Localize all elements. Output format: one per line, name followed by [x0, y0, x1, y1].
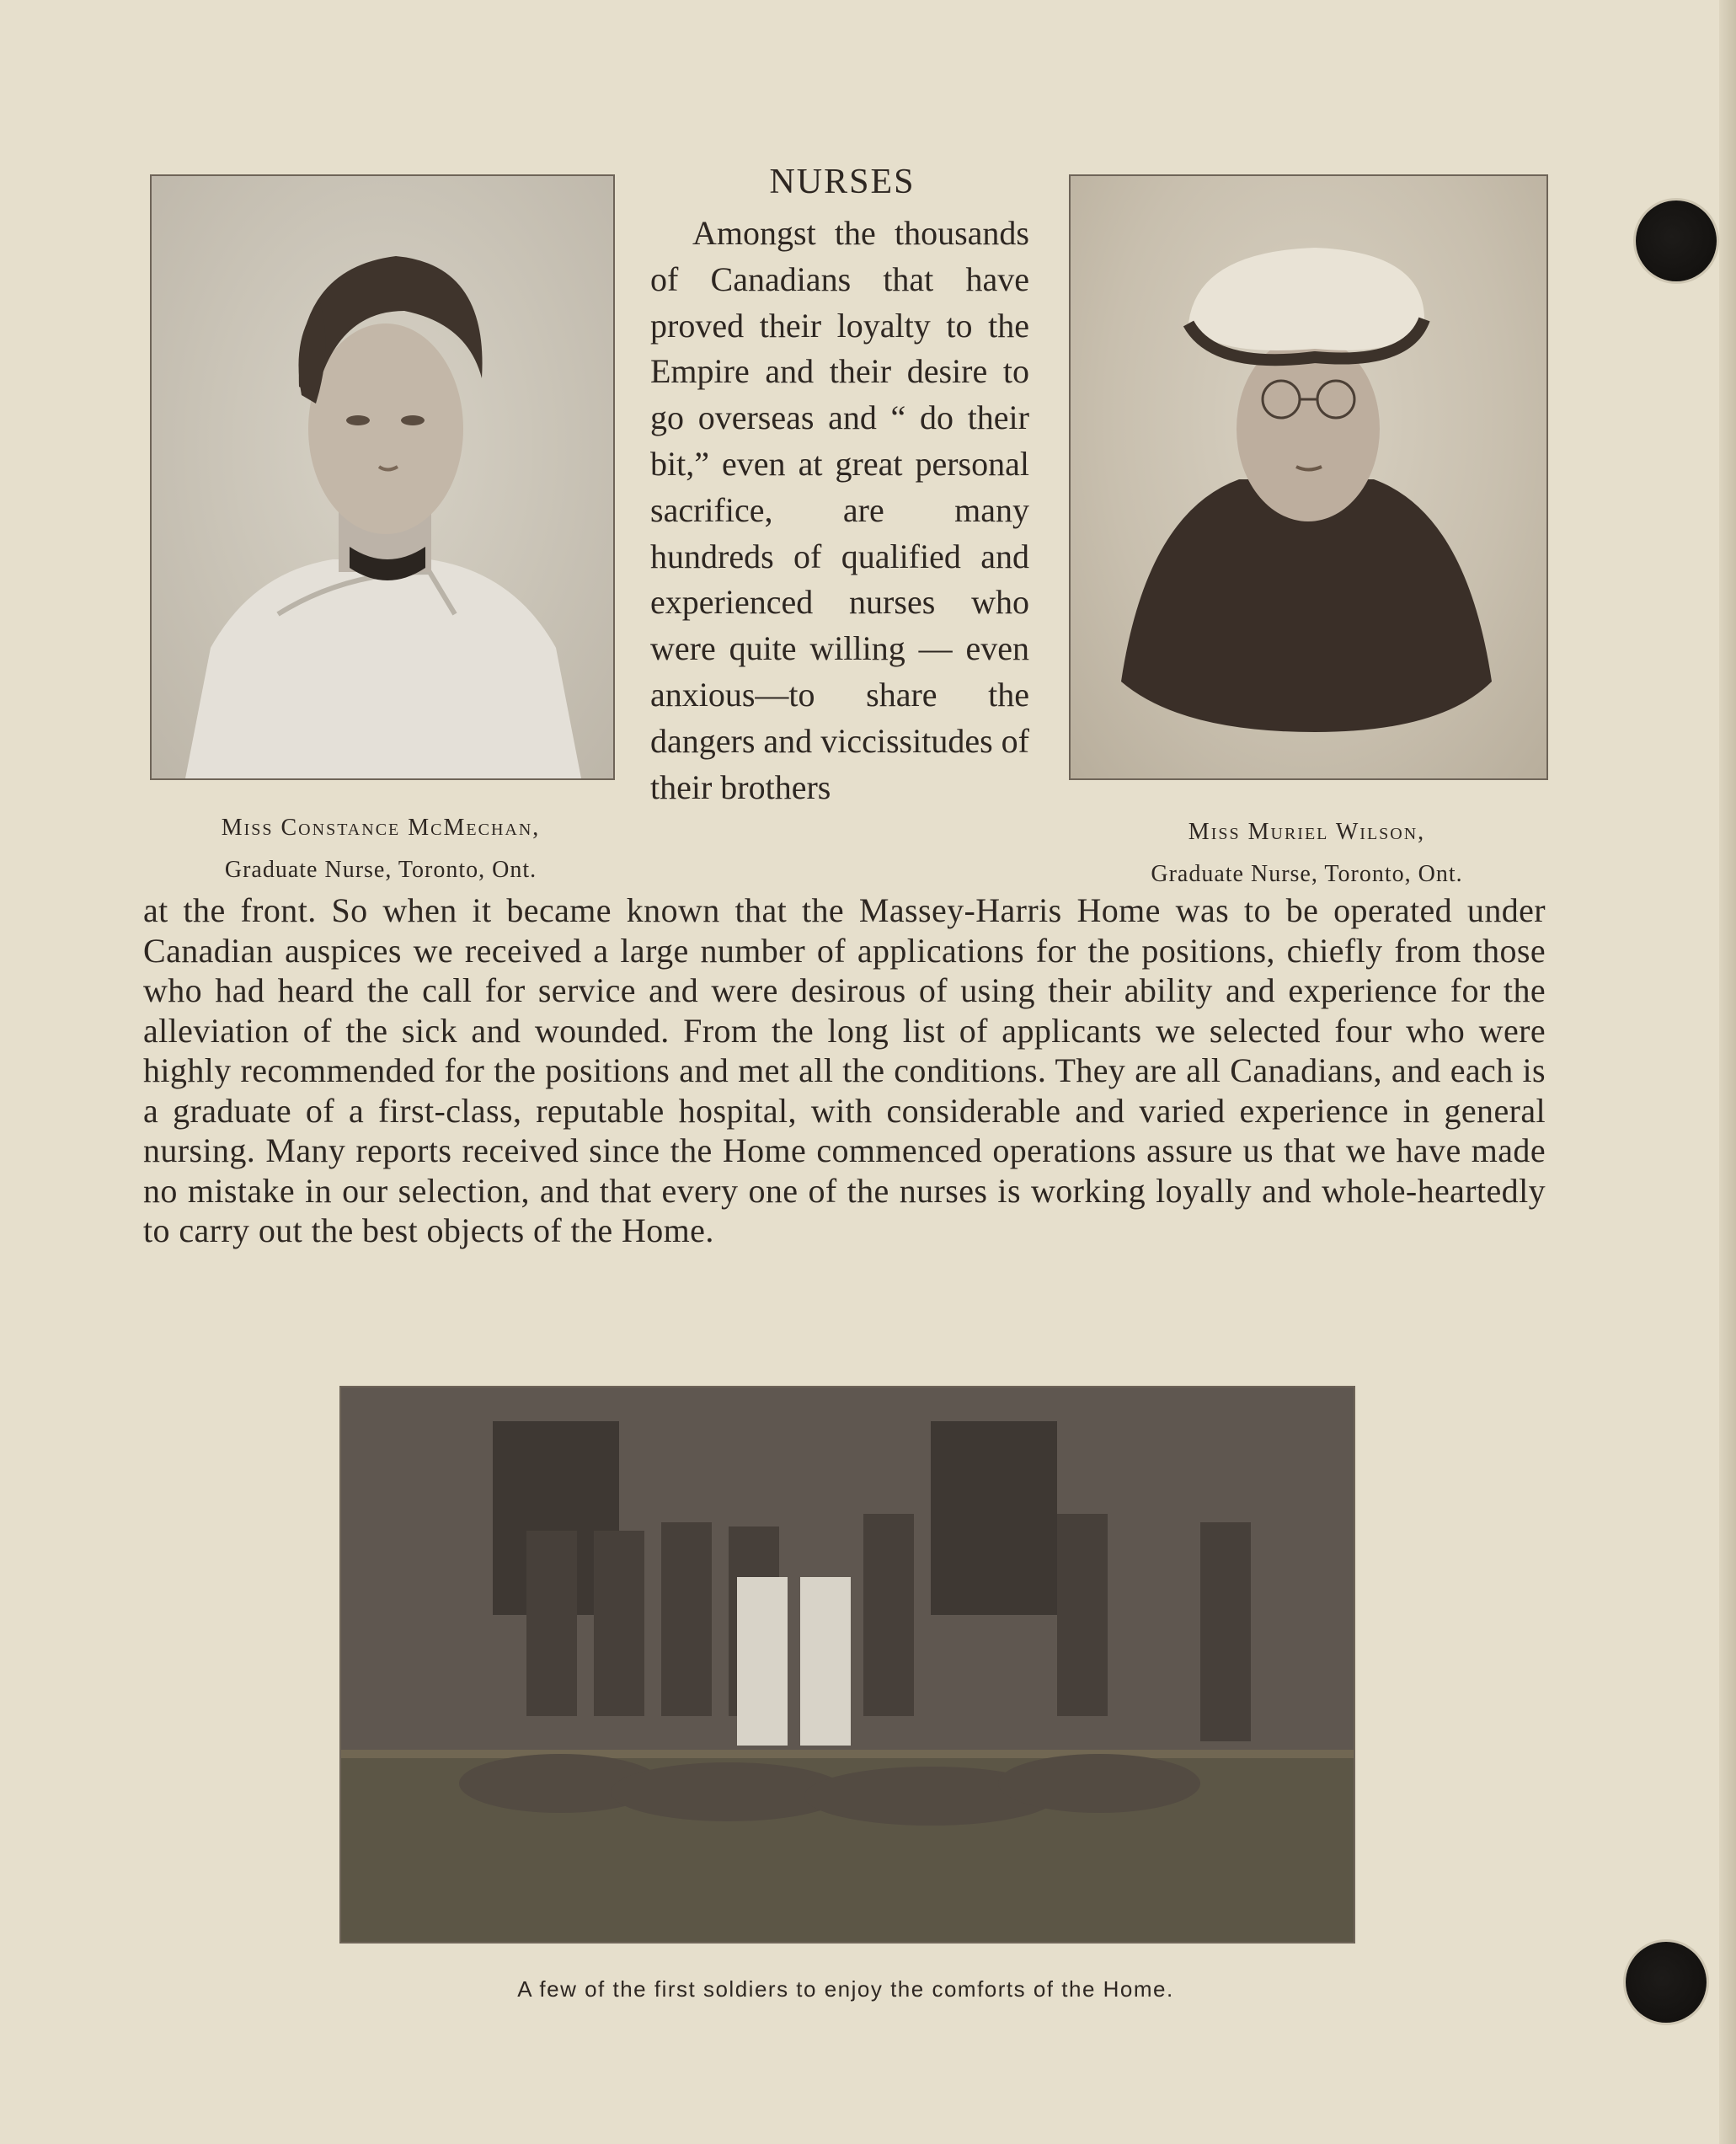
body-text: at the front. So when it became known that the Massey-Harris Home was to be operated under Canadian auspices we received a large number of applications for the positions, chiefly from those who had heard the call for service and were desirous of using their ability and experience for the alleviation of the sick and wounded. From the long list of applicants we selected four who were highly recommended for the positions and met all the conditions. They are all Canadians, and each is a graduate of a first-class, reputable hospital, with considerable and varied experience in general nursing. Many reports received since the Home commenced operations assure us that we have made no mistake in our selection, and that every one of the nurses is working loyally and whole-heartedly to carry out the best objects of the Home. [143, 891, 1546, 1249]
punch-hole-bottom [1626, 1942, 1707, 2023]
page-edge [1719, 0, 1736, 2144]
portrait-photo-left [150, 174, 615, 780]
group-photo-illustration [341, 1387, 1354, 1942]
portrait-title-left: Graduate Nurse, Toronto, Ont. [224, 857, 537, 883]
portrait-caption-right [1069, 811, 1545, 896]
portrait-caption-left [150, 807, 612, 891]
portrait-title-right: Graduate Nurse, Toronto, Ont. [1151, 861, 1463, 887]
portrait-name-right: Miss Muriel Wilson, [1188, 819, 1426, 845]
portrait-name-left: Miss Constance McMechan, [221, 815, 541, 841]
intro-column-text: Amongst the thousands of Canadians that have proved their loyalty to the Empire and their desire to go overseas and “ do their bit,” even at great personal sacrifice, are many hundreds of qualified and experienced nurses who were quite willing — even anxious—to share the dangers and viccissitudes of their brothers [650, 214, 1029, 806]
portrait-photo-right [1069, 174, 1548, 780]
group-photo-caption: A few of the first soldiers to enjoy the comforts of the Home. [517, 1976, 1174, 2002]
section-heading: NURSES [769, 163, 916, 201]
portrait-right-illustration [1071, 176, 1546, 778]
group-photo [339, 1386, 1355, 1944]
portrait-left-illustration [152, 176, 613, 778]
punch-hole-top [1636, 200, 1717, 281]
